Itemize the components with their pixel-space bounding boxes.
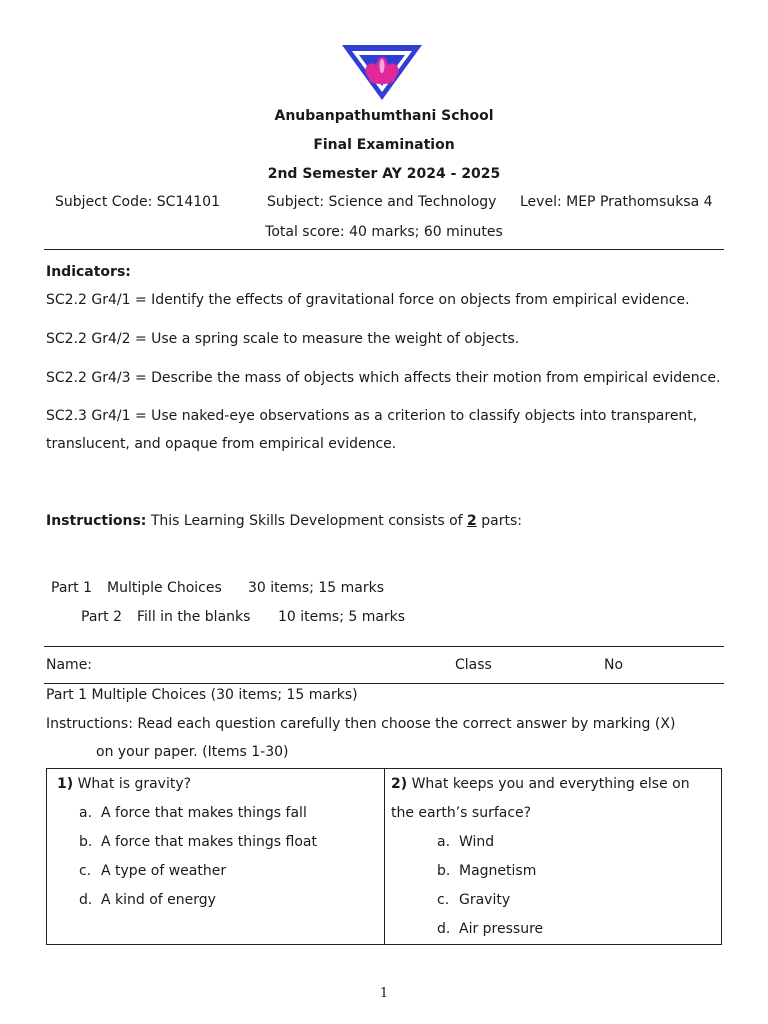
indicator-item: SC2.2 Gr4/2 = Use a spring scale to measure the weight of objects. [46,331,520,347]
part-1-type: Multiple Choices [107,580,222,596]
info-bottom-divider [44,683,724,684]
option-letter: a. [437,834,451,850]
questions-table [46,768,722,945]
option-text: Gravity [459,892,511,908]
option-text: A force that makes things fall [101,805,307,821]
indicator-item: SC2.3 Gr4/1 = Use naked-eye observations as a criterion to classify objects into transparent, [46,408,698,424]
info-top-divider [44,646,724,647]
semester-title: 2nd Semester AY 2024 - 2025 [267,166,501,182]
option-a[interactable] [47,799,384,828]
option-letter: c. [79,863,92,879]
class-label: Class [455,657,492,673]
option-c[interactable] [47,857,384,886]
option-b[interactable] [47,828,384,857]
part-2-name: Part 2 [81,609,122,625]
option-a[interactable] [385,828,721,857]
instructions-text: This Learning Skills Development consists of [146,513,468,529]
option-text: Wind [459,834,495,850]
page-number: 1 [379,986,389,1001]
question-text: What is gravity? [77,776,192,792]
question-text-cont: the earth’s surface? [391,805,532,821]
option-letter: c. [437,892,450,908]
part1-instructions-cont: on your paper. (Items 1-30) [96,744,289,760]
question-text: What keeps you and everything else on [411,776,690,792]
question-2 [385,769,722,945]
school-name: Anubanpathumthani School [274,108,494,124]
option-letter: a. [79,805,93,821]
option-text: A type of weather [101,863,227,879]
question-number: 1) [57,776,74,792]
indicators-heading: Indicators: [46,264,131,280]
indicator-item: SC2.2 Gr4/3 = Describe the mass of objects which affects their motion from empirical evidence. [46,370,721,386]
name-label: Name: [46,657,93,673]
parts-count: 2 [467,513,477,529]
option-c[interactable] [385,886,721,915]
indicator-item: translucent, and opaque from empirical evidence. [46,436,397,452]
option-b[interactable] [385,857,721,886]
option-text: Air pressure [459,921,544,937]
subject-code: Subject Code: SC14101 [55,194,220,210]
question-1 [47,769,385,945]
option-letter: d. [437,921,451,937]
subject-name: Subject: Science and Technology [267,194,497,210]
level: Level: MEP Prathomsuksa 4 [520,194,713,210]
option-text: A kind of energy [101,892,216,908]
option-text: Magnetism [459,863,537,879]
option-letter: b. [437,863,451,879]
instructions-text-end: parts: [476,513,522,529]
question-number: 2) [391,776,408,792]
exam-title: Final Examination [313,137,455,153]
option-letter: d. [79,892,93,908]
part-1-name: Part 1 [51,580,92,596]
option-letter: b. [79,834,93,850]
part-1-detail: 30 items; 15 marks [248,580,384,596]
school-logo [340,42,424,102]
header-divider [44,249,724,250]
option-d[interactable] [385,915,721,944]
option-d[interactable] [47,886,384,915]
no-label: No [604,657,624,673]
part1-instructions: Instructions: Read each question carefully then choose the correct answer by marking (X) [46,716,676,732]
part1-title: Part 1 Multiple Choices (30 items; 15 marks) [46,687,358,703]
part-2-detail: 10 items; 5 marks [278,609,406,625]
instructions [46,513,522,529]
total-score: Total score: 40 marks; 60 minutes [265,224,503,240]
option-text: A force that makes things float [101,834,318,850]
part-2-type: Fill in the blanks [137,609,251,625]
instructions-label: Instructions: [46,513,147,529]
indicator-item: SC2.2 Gr4/1 = Identify the effects of gravitational force on objects from empirical evidence. [46,292,690,308]
